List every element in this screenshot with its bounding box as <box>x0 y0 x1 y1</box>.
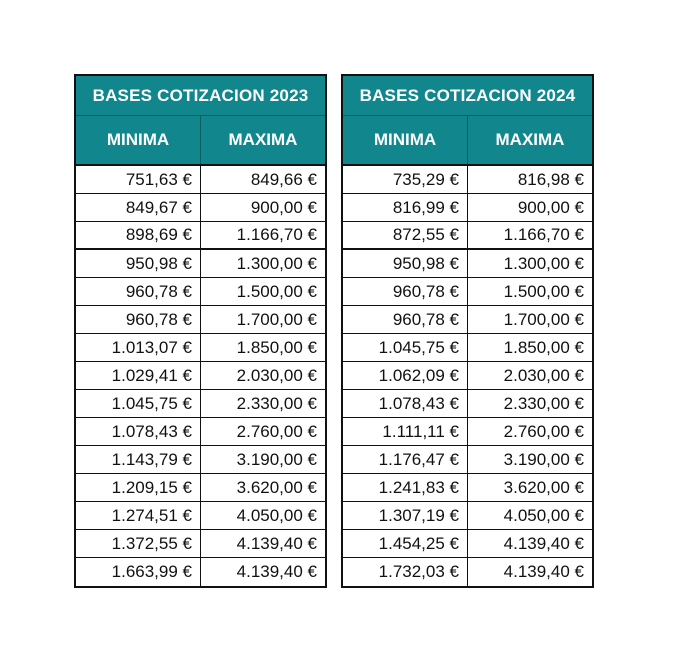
cell-maxima: 1.500,00 € <box>503 281 584 301</box>
cell-minima: 898,69 € <box>76 222 201 248</box>
cell-maxima: 4.139,40 € <box>236 533 317 553</box>
cell-maxima: 900,00 € <box>250 197 317 217</box>
cell-minima: 1.241,83 € <box>343 474 468 501</box>
cell-minima: 950,98 € <box>76 250 201 277</box>
column-header-minima: MINIMA <box>343 116 468 164</box>
cell-maxima: 1.700,00 € <box>236 309 317 329</box>
cell-maxima: 1.500,00 € <box>236 281 317 301</box>
table-row <box>343 558 592 586</box>
cell-minima: 1.663,99 € <box>76 558 201 586</box>
cell-minima: 950,98 € <box>343 250 468 277</box>
cell-maxima: 2.030,00 € <box>503 365 584 385</box>
cell-maxima: 4.050,00 € <box>503 505 584 525</box>
cell-maxima: 2.760,00 € <box>236 421 317 441</box>
cell-maxima: 1.850,00 € <box>503 337 584 357</box>
table-row <box>76 306 325 334</box>
cell-minima: 1.078,43 € <box>343 390 468 417</box>
table-row <box>343 222 592 250</box>
table-title: BASES COTIZACION 2024 <box>343 76 592 116</box>
table-row <box>76 334 325 362</box>
cell-maxima: 1.300,00 € <box>236 253 317 273</box>
table-row <box>76 278 325 306</box>
cell-maxima: 2.330,00 € <box>236 393 317 413</box>
cell-minima: 1.372,55 € <box>76 530 201 557</box>
cell-maxima: 2.330,00 € <box>503 393 584 413</box>
cell-maxima: 900,00 € <box>517 197 584 217</box>
cell-maxima: 816,98 € <box>517 169 584 189</box>
table-row <box>76 250 325 278</box>
table-row <box>343 530 592 558</box>
table-body <box>343 166 592 586</box>
table-title: BASES COTIZACION 2023 <box>76 76 325 116</box>
cell-maxima: 4.050,00 € <box>236 505 317 525</box>
cell-minima: 960,78 € <box>343 278 468 305</box>
cell-minima: 849,67 € <box>76 194 201 221</box>
table-row <box>343 278 592 306</box>
cell-minima: 872,55 € <box>343 222 468 248</box>
table-row <box>76 222 325 250</box>
table-row <box>76 474 325 502</box>
cell-minima: 1.307,19 € <box>343 502 468 529</box>
table-row <box>343 474 592 502</box>
cell-maxima: 3.190,00 € <box>236 449 317 469</box>
cell-maxima: 1.166,70 € <box>236 225 317 244</box>
cell-maxima: 1.700,00 € <box>503 309 584 329</box>
table-row <box>76 418 325 446</box>
cell-maxima: 2.760,00 € <box>503 421 584 441</box>
table-row <box>76 446 325 474</box>
table-row <box>76 390 325 418</box>
table-body <box>76 166 325 586</box>
cell-maxima: 4.139,40 € <box>503 533 584 553</box>
cell-maxima: 4.139,40 € <box>236 562 317 581</box>
cell-minima: 1.176,47 € <box>343 446 468 473</box>
cell-minima: 751,63 € <box>76 166 201 193</box>
table-row <box>76 362 325 390</box>
column-headers <box>343 116 592 166</box>
cell-minima: 960,78 € <box>343 306 468 333</box>
cell-minima: 1.013,07 € <box>76 334 201 361</box>
cell-minima: 1.732,03 € <box>343 558 468 586</box>
cell-minima: 1.062,09 € <box>343 362 468 389</box>
cell-minima: 1.045,75 € <box>76 390 201 417</box>
table-row <box>76 166 325 194</box>
cell-minima: 1.029,41 € <box>76 362 201 389</box>
cell-maxima: 1.300,00 € <box>503 253 584 273</box>
table-row <box>343 306 592 334</box>
cell-minima: 960,78 € <box>76 306 201 333</box>
table-row <box>343 446 592 474</box>
table-row <box>343 194 592 222</box>
cell-maxima: 3.620,00 € <box>236 477 317 497</box>
table-bases-2023 <box>74 74 327 588</box>
cell-maxima: 4.139,40 € <box>503 562 584 581</box>
table-row <box>343 390 592 418</box>
cell-minima: 960,78 € <box>76 278 201 305</box>
table-row <box>343 418 592 446</box>
cell-minima: 1.078,43 € <box>76 418 201 445</box>
table-row <box>343 362 592 390</box>
column-header-maxima: MAXIMA <box>228 130 298 149</box>
column-headers <box>76 116 325 166</box>
table-row <box>76 558 325 586</box>
column-header-maxima: MAXIMA <box>495 130 565 149</box>
cell-minima: 1.209,15 € <box>76 474 201 501</box>
table-row <box>76 194 325 222</box>
table-row <box>343 250 592 278</box>
cell-maxima: 849,66 € <box>250 169 317 189</box>
cell-maxima: 1.166,70 € <box>503 225 584 244</box>
cell-maxima: 1.850,00 € <box>236 337 317 357</box>
table-row <box>343 334 592 362</box>
cell-maxima: 3.620,00 € <box>503 477 584 497</box>
table-row <box>76 530 325 558</box>
cell-minima: 1.274,51 € <box>76 502 201 529</box>
cell-maxima: 2.030,00 € <box>236 365 317 385</box>
table-row <box>343 502 592 530</box>
cell-maxima: 3.190,00 € <box>503 449 584 469</box>
table-row <box>343 166 592 194</box>
cell-minima: 1.143,79 € <box>76 446 201 473</box>
cell-minima: 1.454,25 € <box>343 530 468 557</box>
cell-minima: 816,99 € <box>343 194 468 221</box>
table-row <box>76 502 325 530</box>
cell-minima: 1.111,11 € <box>343 418 468 445</box>
column-header-minima: MINIMA <box>76 116 201 164</box>
table-bases-2024 <box>341 74 594 588</box>
cell-minima: 1.045,75 € <box>343 334 468 361</box>
cell-minima: 735,29 € <box>343 166 468 193</box>
